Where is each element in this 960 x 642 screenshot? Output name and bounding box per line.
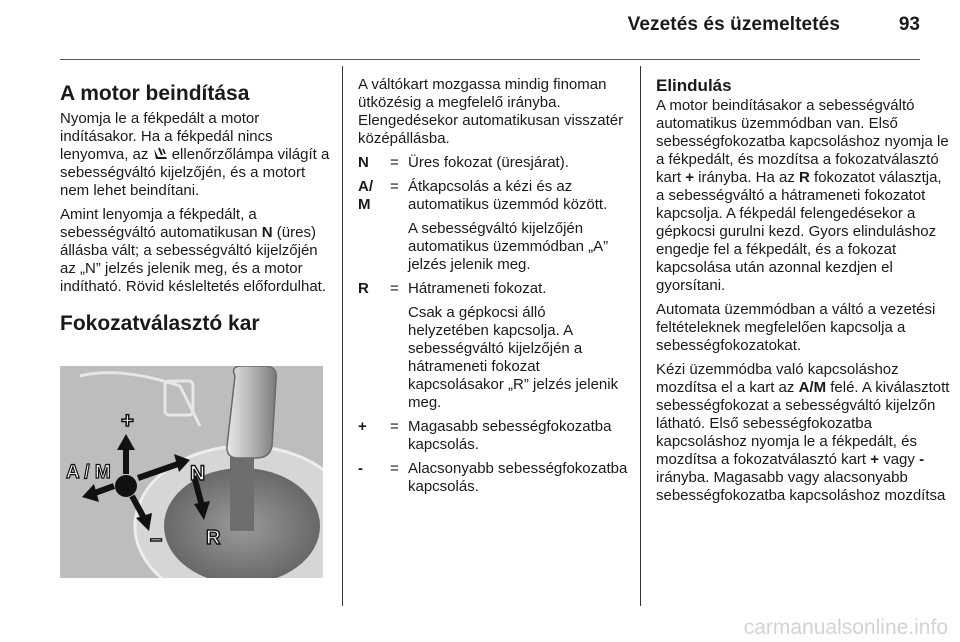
heading-engine-start: A motor beindítása — [60, 82, 250, 105]
definition-row — [358, 178, 630, 280]
page-number: 93 — [898, 14, 920, 35]
definition-row — [358, 418, 630, 460]
paragraph-manual-mode: Kézi üzemmódba való kapcsoláshoz mozdítsa el a kart az A/M felé. A kiválasztott sebességfokozat a sebességváltó kijelzőn látható. Első sebességfokozatba kapcsoláshoz nyomja le a fékpedált, és mozdítsa a fokozatválasztó kart + vagy - irányba. Magasabb vagy alacsonyabb sebességfokozatba kapcsoláshoz mozdítsa — [656, 361, 950, 504]
watermark: carmanualsonline.info — [743, 616, 948, 639]
definition-key: - — [358, 460, 363, 477]
definition-row — [358, 460, 630, 502]
definition-key: N — [358, 154, 369, 171]
definition-row — [358, 154, 630, 178]
definition-equals: = — [390, 460, 399, 477]
definition-key: R — [358, 280, 369, 297]
definition-value: Hátrameneti fokozat. Csak a gépkocsi álló helyzetében kapcsolja. A sebességváltó kijelzőjén a hátrameneti fokozat kapcsolásakor „R” jelzés jelenik meg. — [408, 280, 619, 411]
gear-lever-drawing — [60, 366, 323, 578]
column-divider-2 — [640, 66, 641, 606]
definition-value: Átkapcsolás a kézi és az automatikus üzemmód között. A sebességváltó kijelzőjén automatikus üzemmódban „A” jelzés jelenik meg. — [408, 178, 609, 273]
paragraph-automatic-mode: Automata üzemmódban a váltó a vezetési feltételeknek megfelelően kapcsolja a sebességfokozatokat. — [656, 301, 936, 354]
paragraph-neutral: Amint lenyomja a fékpedált, a sebességváltó automatikusan N (üres) állásba vált; a sebességváltó kijelzőjén az „N” jelzés jelenik meg, és a motor indítható. Rövid késleltetés előfordulhat. — [60, 206, 326, 295]
paragraph-starting: A motor beindításakor a sebességváltó automatikus üzemmódban van. Első sebességfokozatba kapcsoláshoz nyomja le a fékpedált, és mozdítsa a fokozatválasztó kart + irányba. Ha az R fokozatot választja, a sebességváltó a hátrameneti fokozatot kapcsolja. A fékpedál felengedésekor a gépkocsi gurulni kezd. Gyors elinduláshoz engedje fel a fékpedált, és a fokozat kapcsolása után azonnal kezdjen el gyorsítani. — [656, 97, 949, 294]
foot-pedal-warning-icon — [153, 147, 168, 161]
column-3 — [656, 76, 950, 511]
gear-definitions — [358, 154, 630, 502]
definition-equals: = — [390, 154, 399, 171]
definition-value: Üres fokozat (üresjárat). — [408, 154, 569, 171]
label-minus: – — [150, 526, 163, 551]
definition-equals: = — [390, 280, 399, 297]
label-am: A / M — [66, 462, 111, 483]
paragraph-lever-intro: A váltókart mozgassa mindig finoman ütközésig a megfelelő irányba. Elengedésekor automatikusan visszatér középállásba. — [358, 76, 624, 147]
definition-value: Alacsonyabb sebességfokozatba kapcsolás. — [408, 460, 628, 495]
definition-equals: = — [390, 418, 399, 435]
label-plus: + — [121, 408, 134, 433]
paragraph-brake-pedal: Nyomja le a fékpedált a motor indításakor. Ha a fékpedál nincs lenyomva, az ellenőrzőlámpa világít a sebességváltó kijelzőjén, és a motort nem lehet beindítani. — [60, 110, 330, 199]
label-r: R — [206, 527, 221, 549]
definition-key: + — [358, 418, 367, 435]
heading-starting-off: Elindulás — [656, 76, 732, 95]
column-1 — [60, 76, 330, 350]
heading-gear-selector: Fokozatválasztó kar — [60, 312, 260, 335]
definition-equals: = — [390, 178, 399, 195]
page-header — [0, 0, 960, 60]
label-n: N — [190, 462, 206, 485]
header-rule — [60, 59, 920, 60]
column-divider-1 — [342, 66, 343, 606]
definition-value: Magasabb sebességfokozatba kapcsolás. — [408, 418, 612, 453]
definition-row — [358, 280, 630, 418]
section-title: Vezetés és üzemeltetés — [627, 14, 840, 35]
definition-key: A/ M — [358, 178, 373, 213]
column-2 — [358, 76, 630, 502]
gear-lever-illustration — [60, 366, 323, 578]
